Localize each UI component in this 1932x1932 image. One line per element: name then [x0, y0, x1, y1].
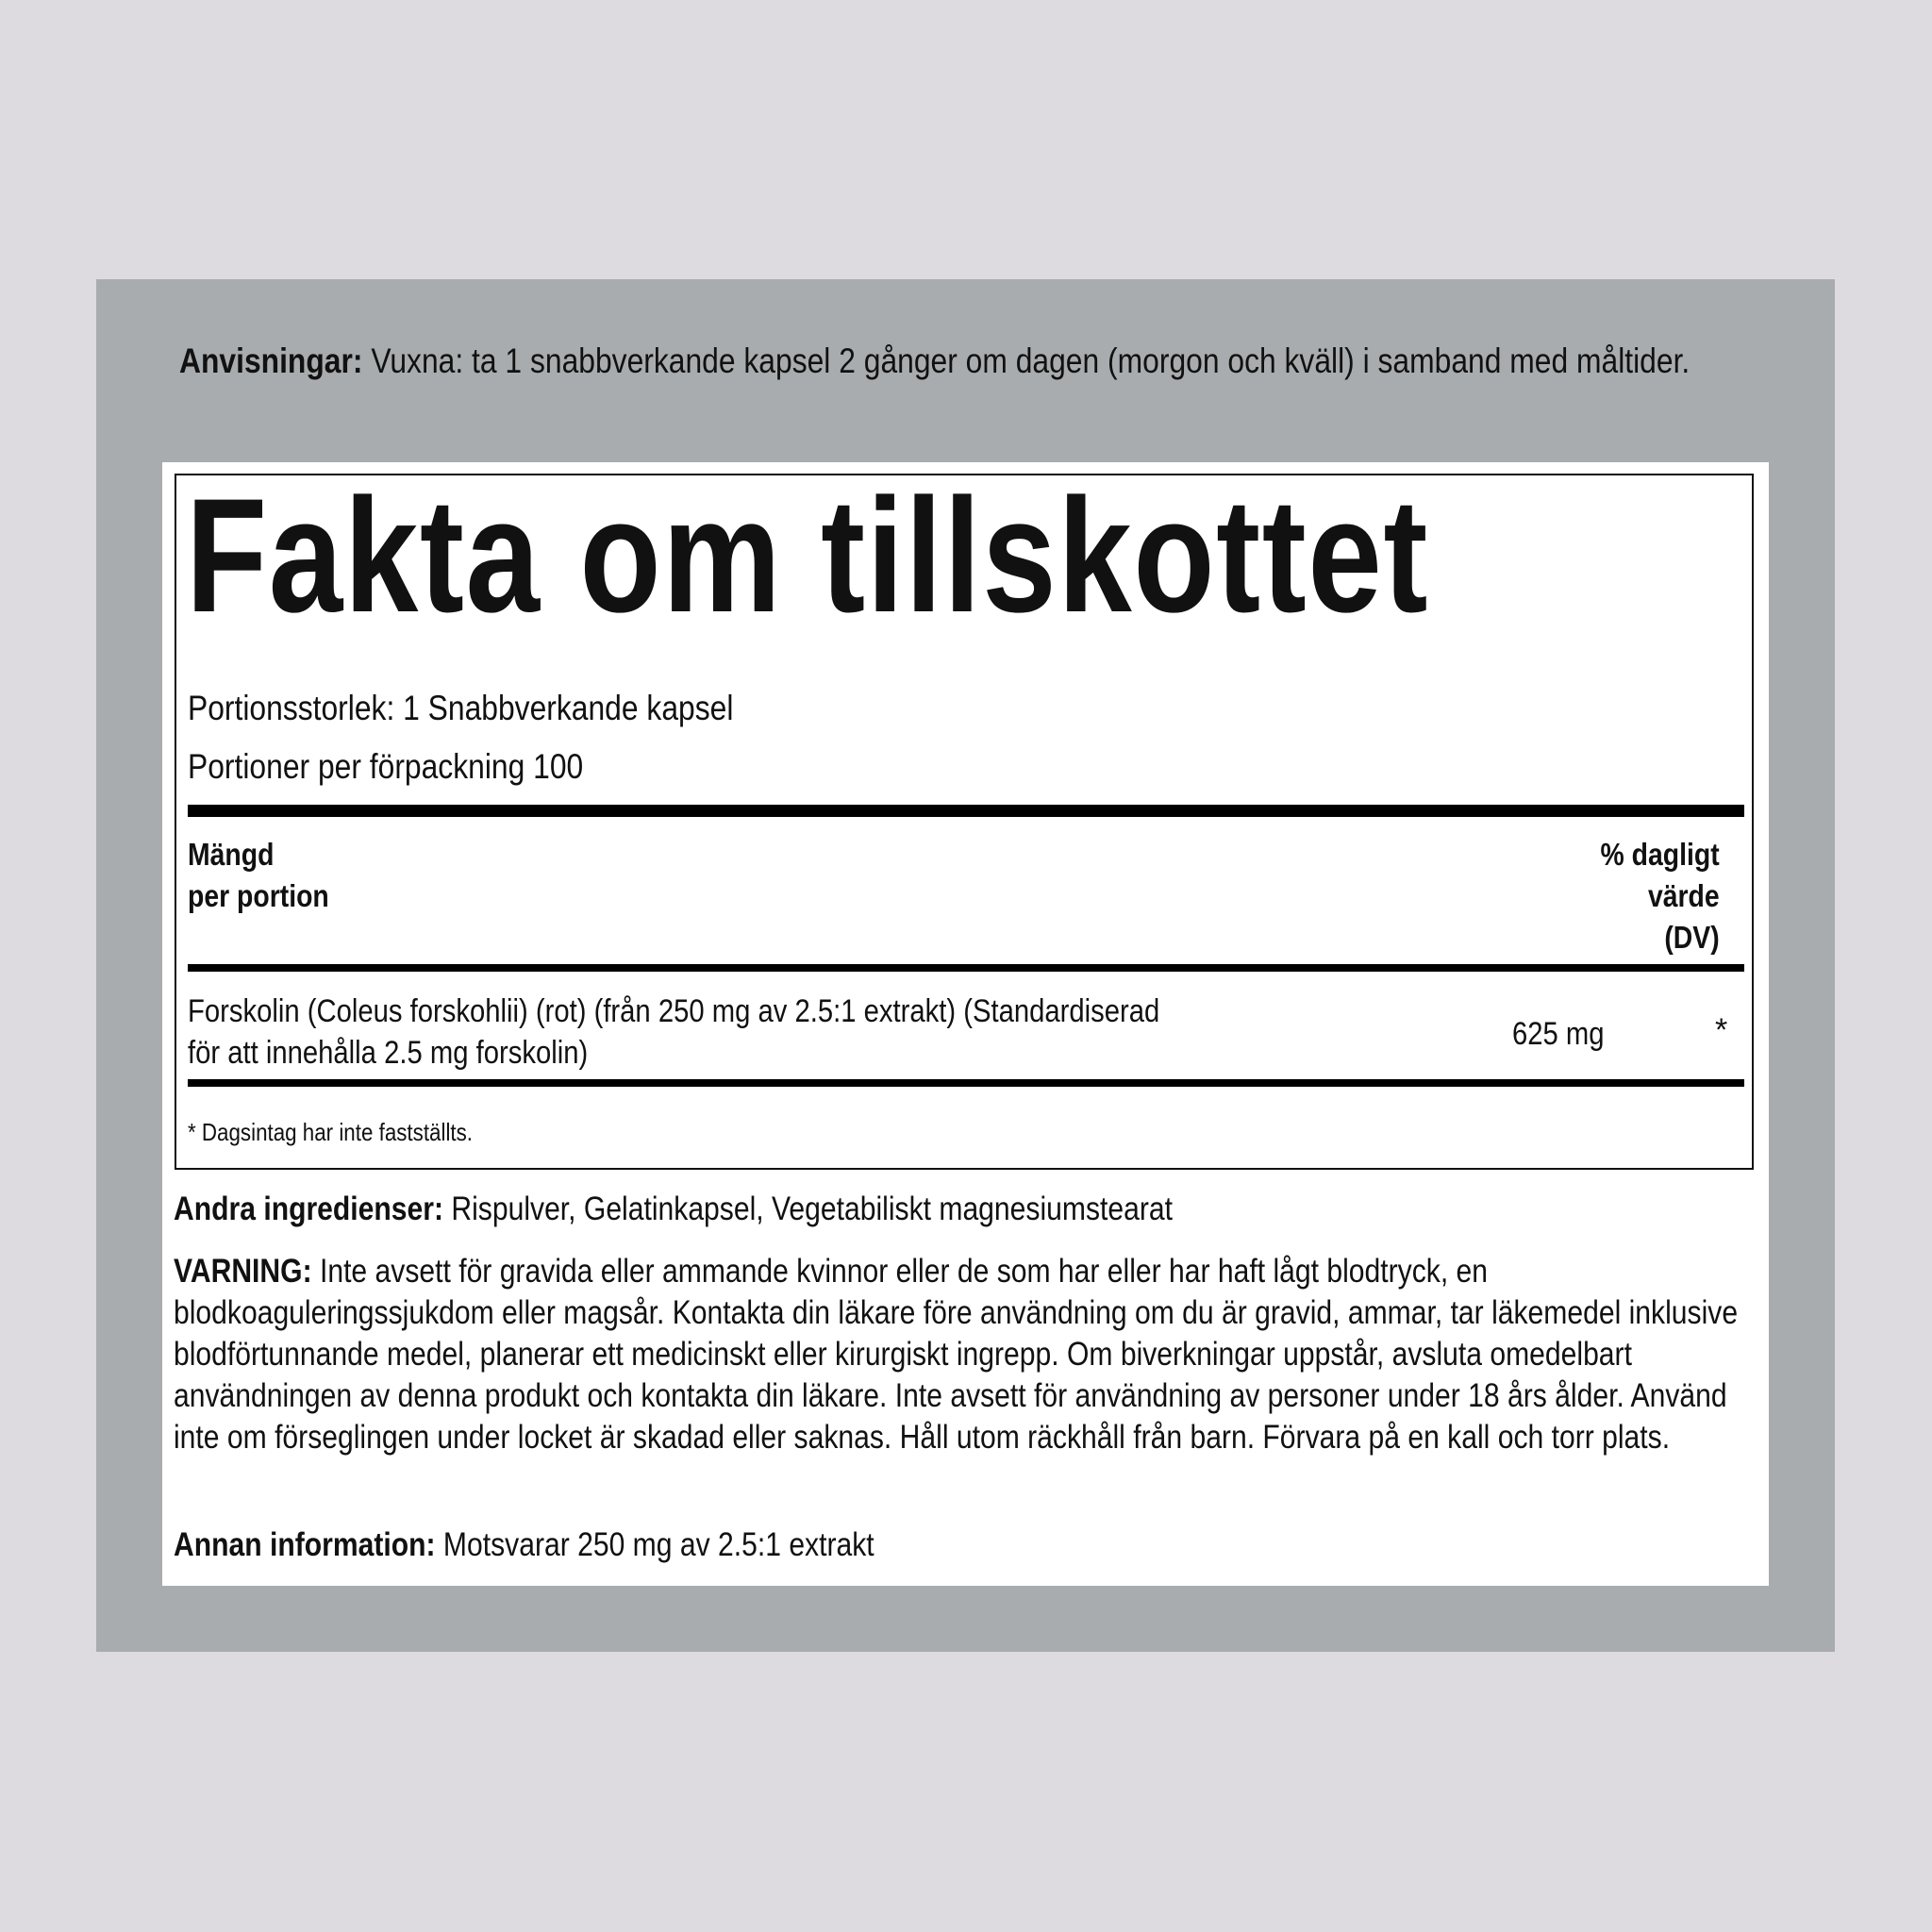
- supplement-facts-title: Fakta om tillskottet: [186, 465, 1430, 646]
- label-panel: [96, 279, 1835, 1652]
- directions-text: [179, 338, 1777, 385]
- daily-value-header: [1601, 834, 1720, 958]
- bottom-divider: [188, 1079, 1744, 1087]
- nutrient-daily-value: *: [1715, 1012, 1728, 1048]
- warning-label: VARNING:: [174, 1253, 312, 1290]
- nutrient-name: Forskolin (Coleus forskohlii) (rot) (från 250 mg av 2.5:1 extrakt) (Standardiserad för att innehålla 2.5 mg forskolin): [188, 993, 1160, 1071]
- amount-header-line2: per portion: [188, 878, 329, 913]
- nutrient-amount: 625 mg: [1512, 1016, 1605, 1052]
- other-information: [174, 1524, 1764, 1566]
- dv-header-line2: värde: [1648, 878, 1720, 913]
- other-ingredients: [174, 1189, 1764, 1230]
- serving-size: Portionsstorlek: 1 Snabbverkande kapsel: [188, 689, 734, 727]
- other-ingredients-text: Rispulver, Gelatinkapsel, Vegetabiliskt magnesiumstearat: [443, 1191, 1173, 1227]
- servings-per-container: Portioner per förpackning 100: [188, 747, 584, 786]
- dv-header-line3: (DV): [1664, 920, 1720, 955]
- warning: [174, 1251, 1764, 1458]
- other-information-text: Motsvarar 250 mg av 2.5:1 extrakt: [435, 1526, 874, 1563]
- medium-divider: [188, 964, 1744, 972]
- daily-value-footnote: * Dagsintag har inte fastställts.: [188, 1118, 474, 1146]
- label-card: [162, 462, 1769, 1586]
- directions-body: Vuxna: ta 1 snabbverkande kapsel 2 gånger om dagen (morgon och kväll) i samband med måltider.: [362, 341, 1690, 380]
- dv-header-line1: % dagligt: [1600, 837, 1720, 872]
- other-information-label: Annan information:: [174, 1526, 436, 1563]
- warning-text: Inte avsett för gravida eller ammande kvinnor eller de som har eller har haft lågt blodtryck, en blodkoaguleringssjukdom eller magsår. Kontakta din läkare före användning om du är gravid, ammar, tar läkemedel inklusive blodförtunnande medel, planerar ett medicinskt eller kirurgiskt ingrepp. Om biverkningar uppstår, avsluta omedelbart användningen av denna produkt och kontakta din läkare. Inte avsett för användning av personer under 18 års ålder. Använd inte om förseglingen under locket är skadad eller saknas. Håll utom räckhåll från barn. Förvara på en kall och torr plats.: [174, 1253, 1739, 1456]
- amount-header-line1: Mängd: [188, 837, 275, 872]
- other-ingredients-label: Andra ingredienser:: [174, 1191, 444, 1227]
- directions-label: Anvisningar:: [179, 341, 363, 380]
- supplement-facts-box: [175, 465, 1754, 1170]
- amount-per-serving-header: [188, 834, 329, 917]
- thick-divider: [188, 805, 1744, 817]
